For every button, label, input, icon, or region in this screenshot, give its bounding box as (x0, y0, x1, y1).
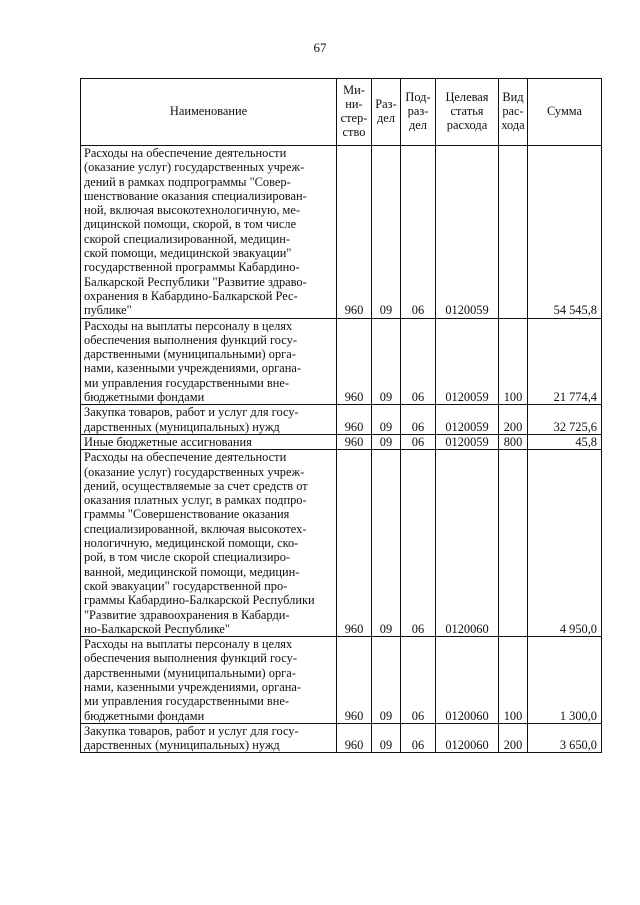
cell-ministry: 960 (337, 318, 372, 405)
cell-target: 0120060 (436, 637, 499, 724)
cell-subsection: 06 (401, 723, 436, 753)
cell-type: 100 (499, 637, 528, 724)
cell-ministry: 960 (337, 146, 372, 319)
cell-amount: 21 774,4 (528, 318, 602, 405)
table-row (81, 723, 602, 753)
cell-type: 100 (499, 318, 528, 405)
cell-name: Расходы на обеспечение деятельности (оказание услуг) государственных учреж- дений, осуществляемые за счет средств от оказания платных услуг, в рамках подпро- граммы "Совершенствование оказания специализированной, включая высокотех- нологичную, медицинской помощи, ско- рой, в том числе скорой специализиро- ванной, медицинской помощи, медицин- ской эвакуации" государственной про- граммы Кабардино-Балкарской Республики "Развитие здравоохранения в Кабарди- но-Балкарской Республике" (81, 450, 337, 637)
cell-section: 09 (372, 637, 401, 724)
cell-target: 0120059 (436, 146, 499, 319)
cell-section: 09 (372, 434, 401, 449)
cell-section: 09 (372, 146, 401, 319)
cell-type: 800 (499, 434, 528, 449)
cell-type: 200 (499, 723, 528, 753)
cell-target: 0120059 (436, 405, 499, 435)
cell-type: 200 (499, 405, 528, 435)
cell-name: Расходы на обеспечение деятельности (оказание услуг) государственных учреж- дений в рамках подпрограммы "Совер- шенствование оказания специализирован- ной, включая высокотехнологичную, ме- дицинской помощи, скорой, в том числе скорой специализированной, медицин- ской помощи, медицинской эвакуации" государственной программы Кабардино- Балкарской Республики "Развитие здраво- охранения в Кабардино-Балкарской Рес- публике" (81, 146, 337, 319)
column-header-amount: Сумма (528, 79, 602, 146)
budget-table (80, 78, 602, 753)
cell-name: Расходы на выплаты персоналу в целях обеспечения выполнения функций госу- дарственными (муниципальными) орга- нами, казенными учреждениями, органа- ми управления государственными вне- бюджетными фондами (81, 637, 337, 724)
table-body (81, 146, 602, 753)
table-row (81, 405, 602, 435)
cell-name: Расходы на выплаты персоналу в целях обеспечения выполнения функций госу- дарственными (муниципальными) орга- нами, казенными учреждениями, органа- ми управления государственными вне- бюджетными фондами (81, 318, 337, 405)
cell-subsection: 06 (401, 637, 436, 724)
cell-subsection: 06 (401, 405, 436, 435)
cell-amount: 4 950,0 (528, 450, 602, 637)
table-row (81, 450, 602, 637)
column-header-type: Вид рас- хода (499, 79, 528, 146)
cell-amount: 32 725,6 (528, 405, 602, 435)
table-row (81, 146, 602, 319)
cell-section: 09 (372, 450, 401, 637)
cell-type (499, 450, 528, 637)
table-row (81, 637, 602, 724)
page-number: 67 (313, 40, 327, 55)
cell-subsection: 06 (401, 318, 436, 405)
cell-ministry: 960 (337, 434, 372, 449)
table-header-row (81, 79, 602, 146)
cell-name: Иные бюджетные ассигнования (81, 434, 337, 449)
cell-amount: 54 545,8 (528, 146, 602, 319)
cell-section: 09 (372, 405, 401, 435)
column-header-name: Наименование (81, 79, 337, 146)
cell-subsection: 06 (401, 450, 436, 637)
column-header-target: Целевая статья расхода (436, 79, 499, 146)
column-header-ministry: Ми- ни- стер- ство (337, 79, 372, 146)
column-header-subsection: Под- раз- дел (401, 79, 436, 146)
cell-name: Закупка товаров, работ и услуг для госу- дарственных (муниципальных) нужд (81, 723, 337, 753)
cell-target: 0120060 (436, 723, 499, 753)
cell-target: 0120059 (436, 434, 499, 449)
column-header-section: Раз- дел (372, 79, 401, 146)
cell-ministry: 960 (337, 637, 372, 724)
cell-subsection: 06 (401, 146, 436, 319)
cell-amount: 45,8 (528, 434, 602, 449)
cell-ministry: 960 (337, 405, 372, 435)
cell-subsection: 06 (401, 434, 436, 449)
cell-target: 0120059 (436, 318, 499, 405)
cell-name: Закупка товаров, работ и услуг для госу- дарственных (муниципальных) нужд (81, 405, 337, 435)
cell-type (499, 146, 528, 319)
table-row (81, 318, 602, 405)
cell-target: 0120060 (436, 450, 499, 637)
cell-section: 09 (372, 318, 401, 405)
cell-section: 09 (372, 723, 401, 753)
cell-ministry: 960 (337, 723, 372, 753)
cell-amount: 1 300,0 (528, 637, 602, 724)
cell-ministry: 960 (337, 450, 372, 637)
cell-amount: 3 650,0 (528, 723, 602, 753)
table-row (81, 434, 602, 449)
